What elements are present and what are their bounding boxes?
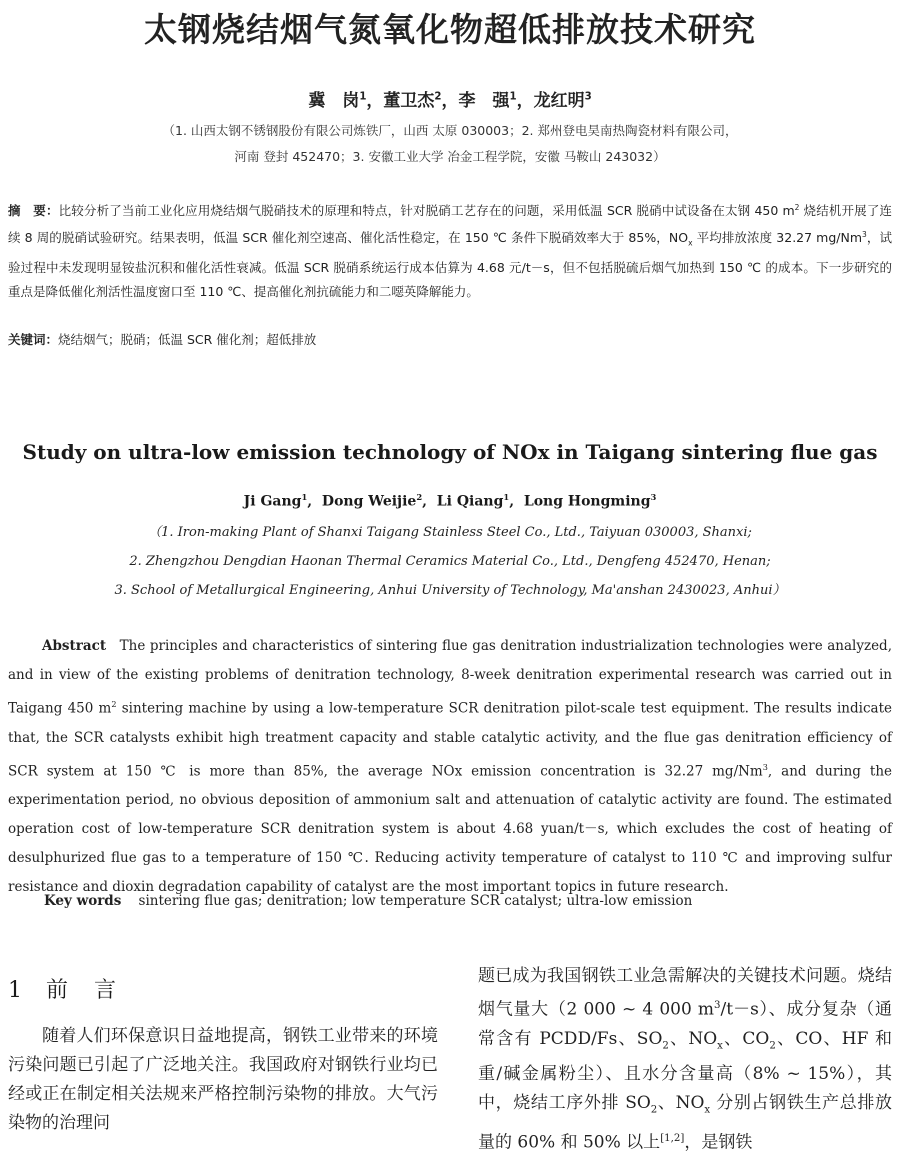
author-affiliation-mark: 1 xyxy=(503,492,510,502)
affiliations-en xyxy=(0,518,900,605)
paper-title-en: Study on ultra-low emission technology of NOx in Taigang sintering flue gas xyxy=(22,440,878,464)
body-paragraph: 随着人们环保意识日益地提高，钢铁工业带来的环境污染问题已引起了广泛地关注。我国政府对钢铁行业均已经或正在制定相关法规来严格控制污染物的排放。大气污染物的治理问 xyxy=(8,1026,438,1133)
abstract-text: sintering machine by using a low-temperature SCR denitration pilot-scale test equipment. The results indicate that, the SCR catalysts exhibit high treatment capacity and stable catalytic activity, and the flue gas denitration efficiency of SCR system at 150 ℃ is more than 85%, the average NOx emission concentration is 32.27 mg/Nm xyxy=(8,700,892,779)
body-text: 题已成为我国钢铁工业急需解决的关键技术问题。烧结烟气量大（2 000 ~ 4 000 m xyxy=(478,966,892,1020)
author-affiliation-mark: 3 xyxy=(584,91,592,103)
affiliations-cn xyxy=(0,118,900,170)
body-text: 、NO xyxy=(657,1093,705,1114)
body-text: ，是钢铁 xyxy=(684,1133,753,1154)
body-text: /t－s）、成分复杂（通常含有 PCDD/Fs、SO xyxy=(478,999,892,1049)
affiliation-line: 2. Zhengzhou Dengdian Haonan Thermal Ceramics Material Co., Ltd., Dengfeng 452470, Henan; xyxy=(129,554,771,569)
abstract-text: The principles and characteristics of sintering flue gas denitration industrialization technologies were analyzed, and in view of the existing problems of denitration technology, 8-week denitration experimental research was carried out in Taigang 450 m xyxy=(8,638,892,717)
subscript: 2 xyxy=(650,1104,658,1116)
keywords-text: 烧结烟气；脱硝；低温 SCR 催化剂；超低排放 xyxy=(58,332,317,347)
abstract-text: ，试验过程中未发现明显铵盐沉积和催化活性衰减。低温 SCR 脱硝系统运行成本估算为 4.68 元/t－s，但不包括脱硫后烟气加热到 150 ℃ 的成本。下一步研究的重点是降低催化剂活性温度窗口至 110 ℃、提高催化剂抗硫能力和二噁英降解能力。 xyxy=(8,230,892,299)
section-title: 前 言 xyxy=(46,978,119,1003)
author-name: Ji Gang xyxy=(243,493,302,510)
superscript: 3 xyxy=(862,230,867,240)
abstract-cn xyxy=(8,196,892,304)
subscript: x xyxy=(688,238,693,248)
author-affiliation-mark: 1 xyxy=(359,91,367,103)
body-paragraph xyxy=(478,962,892,1158)
paper-title-cn: 太钢烧结烟气氮氧化物超低排放技术研究 xyxy=(144,10,756,49)
author-name: Dong Weijie xyxy=(321,493,417,510)
author-affiliation-mark: 1 xyxy=(509,91,517,103)
body-text: 、CO、HF 和重/碱金属粉尘）、且水分含量高（8% ~ 15%），其中，烧结工序外排 SO xyxy=(478,1028,893,1114)
subscript: x xyxy=(704,1104,711,1116)
section-heading xyxy=(8,968,438,1014)
authors-en: Ji Gang$^1$, Dong Weijie$^2$, Li Qiang$^1$, Long Hongming$^3$ xyxy=(243,492,657,510)
author-affiliation-mark: 1 xyxy=(301,492,308,502)
section-number: 1 xyxy=(8,978,24,1003)
subscript: 2 xyxy=(769,1040,776,1052)
subscript: 2 xyxy=(662,1040,669,1052)
citation: [1,2] xyxy=(660,1133,685,1145)
author-name: Long Hongming xyxy=(523,493,651,510)
author-name: 李 强 xyxy=(458,91,510,111)
body-text: 分别占钢铁生产总排放量的 60% 和 50% 以上 xyxy=(478,1093,892,1154)
affiliation-line: 3. School of Metallurgical Engineering, Anhui University of Technology, Ma'anshan 2430023, Anhui） xyxy=(114,583,786,598)
abstract-text: 平均排放浓度 32.27 mg/Nm xyxy=(692,230,862,246)
author-name: 董卫杰 xyxy=(383,91,435,111)
keywords-label-en: Key words xyxy=(44,893,122,909)
keywords-cn xyxy=(8,330,892,348)
keywords-label-cn: 关键词： xyxy=(8,332,59,347)
author-name: 龙红明 xyxy=(533,91,585,111)
abstract-en xyxy=(8,632,892,902)
superscript: 3 xyxy=(762,761,768,772)
keywords-text: sintering flue gas; denitration; low temperature SCR catalyst; ultra-low emission xyxy=(138,893,693,909)
subscript: x xyxy=(717,1040,723,1052)
authors-cn: 冀 岗$^1$，董卫杰$^2$，李 强$^1$，龙红明$^3$ xyxy=(308,91,592,111)
body-text: 、NO xyxy=(668,1028,718,1049)
abstract-text: 烧结机开展了连续 8 周的脱硝试验研究。结果表明，低温 SCR 催化剂空速高、催化活性稳定，在 150 ℃ 条件下脱硝效率大于 85%，NO xyxy=(8,203,892,246)
affiliation-line: 河南 登封 452470；3. 安徽工业大学 冶金工程学院，安徽 马鞍山 243032） xyxy=(234,149,666,164)
author-affiliation-mark: 3 xyxy=(650,492,657,502)
body-text: 、CO xyxy=(722,1028,770,1049)
body-column-left xyxy=(8,968,438,1138)
abstract-text: 比较分析了当前工业化应用烧结烟气脱硝技术的原理和特点，针对脱硝工艺存在的问题，采用低温 SCR 脱硝中试设备在太钢 450 m xyxy=(58,203,795,219)
abstract-label-cn: 摘 要： xyxy=(8,203,59,219)
superscript: 2 xyxy=(794,203,800,212)
body-column-right xyxy=(478,962,892,1158)
superscript: 2 xyxy=(111,699,117,709)
superscript: 3 xyxy=(714,1000,721,1011)
author-affiliation-mark: 2 xyxy=(416,492,423,502)
affiliation-line: （1. Iron-making Plant of Shanxi Taigang Stainless Steel Co., Ltd., Taiyuan 030003, Shanxi; xyxy=(148,525,752,540)
author-name: Li Qiang xyxy=(436,493,504,510)
abstract-label-en: Abstract xyxy=(42,638,107,654)
keywords-en xyxy=(44,893,892,909)
affiliation-line: （1. 山西太钢不锈钢股份有限公司炼铁厂，山西 太原 030003；2. 郑州登电昊南热陶瓷材料有限公司， xyxy=(162,123,738,138)
author-affiliation-mark: 2 xyxy=(434,91,442,103)
author-name: 冀 岗 xyxy=(308,91,360,111)
abstract-text: , and during the experimentation period, no obvious deposition of ammonium salt and attenuation of catalytic activity are found. The estimated operation cost of low-temperature SCR denitration system is about 4.68 yuan/t－s, which excludes the cost of heating of desulphurized flue gas to a temperature of 150 ℃. Reducing activity temperature of catalyst to 110 ℃ and improving sulfur resistance and dioxin degradation capability of catalyst are the most important topics in future research. xyxy=(8,763,893,895)
